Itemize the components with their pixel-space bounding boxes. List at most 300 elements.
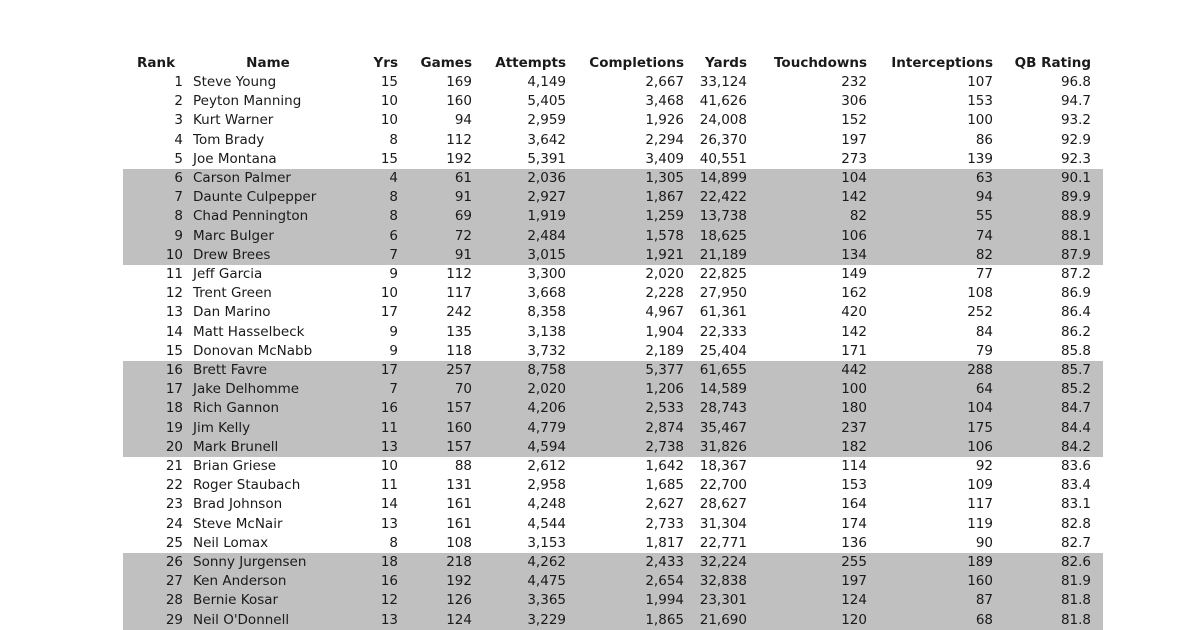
cell-games: 61 (398, 169, 472, 188)
cell-games: 69 (398, 207, 472, 226)
cell-yrs: 7 (343, 380, 398, 399)
table-row (123, 419, 1103, 438)
cell-qb-rating: 87.9 (993, 246, 1103, 265)
cell-touchdowns: 420 (841, 304, 867, 321)
cell-touchdowns: 197 (747, 572, 867, 591)
cell-touchdowns: 174 (841, 515, 867, 532)
cell-attempts: 5,405 (527, 93, 566, 110)
cell-yards: 22,333 (699, 323, 747, 340)
cell-rank: 15 (165, 342, 183, 359)
cell-attempts: 2,484 (472, 227, 566, 246)
cell-yrs: 4 (343, 169, 398, 188)
cell-games: 91 (398, 246, 472, 265)
cell-attempts: 4,475 (472, 572, 566, 591)
cell-qb-rating: 82.7 (1060, 534, 1091, 551)
cell-completions: 2,533 (566, 399, 684, 418)
cell-yrs: 8 (389, 534, 398, 551)
cell-touchdowns: 152 (841, 112, 867, 129)
cell-attempts: 3,153 (527, 534, 566, 551)
cell-qb-rating: 85.2 (993, 380, 1103, 399)
cell-rank: 17 (123, 380, 193, 399)
table-row (123, 284, 1103, 303)
cell-interceptions: 90 (975, 534, 993, 551)
cell-attempts: 3,732 (527, 342, 566, 359)
cell-touchdowns: 273 (841, 150, 867, 167)
cell-interceptions: 252 (967, 304, 993, 321)
cell-name: Steve McNair (193, 515, 283, 532)
cell-games: 192 (398, 572, 472, 591)
cell-name: Daunte Culpepper (193, 188, 343, 207)
cell-touchdowns: 82 (747, 207, 867, 226)
cell-interceptions: 55 (867, 207, 993, 226)
cell-interceptions: 109 (967, 477, 993, 494)
cell-completions: 3,409 (645, 150, 684, 167)
cell-yrs: 11 (343, 419, 398, 438)
table-row (123, 515, 1103, 534)
header-yrs: Yrs (373, 55, 398, 71)
cell-completions: 2,228 (645, 285, 684, 302)
cell-rank: 25 (165, 534, 183, 551)
cell-interceptions: 119 (967, 515, 993, 532)
cell-games: 157 (398, 399, 472, 418)
cell-interceptions: 94 (867, 188, 993, 207)
cell-games: 161 (446, 515, 472, 532)
cell-qb-rating: 84.2 (993, 438, 1103, 457)
cell-completions: 1,994 (566, 591, 684, 610)
cell-yards: 24,008 (699, 112, 747, 129)
cell-rank: 5 (174, 150, 183, 167)
cell-qb-rating: 86.4 (1060, 304, 1091, 321)
cell-touchdowns: 197 (841, 131, 867, 148)
cell-qb-rating: 90.1 (993, 169, 1103, 188)
cell-completions: 2,189 (645, 342, 684, 359)
cell-interceptions: 189 (867, 553, 993, 572)
cell-qb-rating: 92.3 (1060, 150, 1091, 167)
cell-attempts: 3,642 (527, 131, 566, 148)
cell-name: Matt Hasselbeck (193, 323, 305, 340)
cell-qb-rating: 87.2 (1060, 266, 1091, 283)
cell-yards: 33,124 (699, 74, 747, 90)
cell-interceptions: 79 (975, 342, 993, 359)
cell-games: 91 (398, 188, 472, 207)
header-yards: Yards (704, 55, 747, 71)
table-row (123, 457, 1103, 476)
cell-yards: 31,826 (684, 438, 747, 457)
cell-touchdowns: 149 (841, 266, 867, 283)
cell-attempts: 2,020 (472, 380, 566, 399)
cell-yards: 26,370 (699, 131, 747, 148)
cell-qb-rating: 85.8 (1060, 342, 1091, 359)
cell-yrs: 10 (380, 112, 398, 129)
cell-name: Donovan McNabb (193, 342, 313, 359)
cell-rank: 12 (165, 285, 183, 302)
cell-rank: 13 (165, 304, 183, 321)
cell-yards: 28,743 (684, 399, 747, 418)
cell-interceptions: 107 (967, 74, 993, 90)
cell-rank: 16 (123, 361, 193, 380)
cell-attempts: 3,300 (527, 266, 566, 283)
cell-rank: 22 (165, 477, 183, 494)
cell-yrs: 10 (380, 285, 398, 302)
cell-yrs: 13 (343, 438, 398, 457)
cell-rank: 7 (123, 188, 193, 207)
table-row (123, 111, 1103, 130)
table-row (123, 380, 1103, 399)
cell-touchdowns: 142 (747, 188, 867, 207)
cell-interceptions: 86 (975, 131, 993, 148)
table-row (123, 611, 1103, 630)
cell-qb-rating: 83.1 (1060, 496, 1091, 513)
cell-yards: 14,899 (684, 169, 747, 188)
cell-yrs: 17 (343, 361, 398, 380)
cell-attempts: 8,358 (527, 304, 566, 321)
cell-yrs: 10 (380, 93, 398, 110)
cell-touchdowns: 164 (841, 496, 867, 513)
header-games: Games (420, 55, 472, 71)
table-row (123, 150, 1103, 169)
table-body (123, 73, 1103, 630)
cell-yrs: 13 (343, 611, 398, 630)
cell-completions: 2,020 (645, 266, 684, 283)
cell-qb-rating: 86.2 (1060, 323, 1091, 340)
cell-games: 118 (446, 342, 472, 359)
cell-yards: 13,738 (684, 207, 747, 226)
cell-name: Joe Montana (193, 150, 277, 167)
cell-name: Neil Lomax (193, 534, 269, 551)
table-row (123, 131, 1103, 150)
cell-yards: 23,301 (684, 591, 747, 610)
cell-attempts: 8,758 (472, 361, 566, 380)
cell-rank: 3 (174, 112, 183, 129)
cell-completions: 1,867 (566, 188, 684, 207)
cell-yards: 32,224 (684, 553, 747, 572)
cell-attempts: 4,779 (472, 419, 566, 438)
cell-interceptions: 175 (867, 419, 993, 438)
cell-yards: 22,422 (684, 188, 747, 207)
cell-interceptions: 68 (867, 611, 993, 630)
cell-attempts: 4,149 (527, 74, 566, 90)
cell-completions: 1,685 (645, 477, 684, 494)
cell-yards: 61,361 (699, 304, 747, 321)
cell-yrs: 9 (389, 323, 398, 340)
cell-yards: 32,838 (684, 572, 747, 591)
cell-rank: 29 (123, 611, 193, 630)
header-row (123, 53, 1103, 73)
cell-name: Tom Brady (193, 131, 265, 148)
cell-touchdowns: 255 (747, 553, 867, 572)
cell-name: Drew Brees (193, 246, 343, 265)
cell-rank: 21 (165, 458, 183, 475)
table-row (123, 73, 1103, 92)
cell-yards: 35,467 (684, 419, 747, 438)
table-row (123, 534, 1103, 553)
cell-yards: 22,700 (699, 477, 747, 494)
cell-rank: 8 (123, 207, 193, 226)
cell-touchdowns: 232 (841, 74, 867, 90)
cell-rank: 27 (123, 572, 193, 591)
cell-name: Jim Kelly (193, 419, 343, 438)
cell-rank: 9 (123, 227, 193, 246)
cell-touchdowns: 142 (841, 323, 867, 340)
cell-yrs: 11 (380, 477, 398, 494)
cell-attempts: 3,229 (472, 611, 566, 630)
cell-yrs: 15 (380, 74, 398, 90)
table-header (123, 53, 1103, 73)
header-qb-rating: QB Rating (1014, 55, 1091, 71)
cell-rank: 4 (174, 131, 183, 148)
table-row (123, 572, 1103, 591)
cell-yrs: 14 (380, 496, 398, 513)
cell-yrs: 13 (380, 515, 398, 532)
cell-completions: 1,817 (645, 534, 684, 551)
cell-completions: 1,305 (566, 169, 684, 188)
cell-touchdowns: 153 (841, 477, 867, 494)
cell-games: 160 (446, 93, 472, 110)
cell-qb-rating: 88.9 (993, 207, 1103, 226)
cell-games: 112 (446, 131, 472, 148)
cell-qb-rating: 85.7 (993, 361, 1103, 380)
cell-name: Jeff Garcia (193, 266, 263, 283)
cell-touchdowns: 120 (747, 611, 867, 630)
cell-touchdowns: 136 (841, 534, 867, 551)
cell-interceptions: 84 (975, 323, 993, 340)
cell-attempts: 2,958 (527, 477, 566, 494)
cell-games: 112 (446, 266, 472, 283)
table-row (123, 342, 1103, 361)
header-attempts: Attempts (495, 55, 566, 71)
cell-attempts: 2,036 (472, 169, 566, 188)
cell-completions: 2,738 (566, 438, 684, 457)
cell-interceptions: 77 (975, 266, 993, 283)
cell-games: 72 (398, 227, 472, 246)
cell-completions: 1,578 (566, 227, 684, 246)
cell-qb-rating: 83.4 (1060, 477, 1091, 494)
cell-completions: 4,967 (645, 304, 684, 321)
cell-name: Trent Green (193, 285, 272, 302)
cell-completions: 1,259 (566, 207, 684, 226)
cell-name: Brad Johnson (193, 496, 283, 513)
cell-name: Kurt Warner (193, 112, 274, 129)
cell-games: 108 (446, 534, 472, 551)
cell-games: 257 (398, 361, 472, 380)
cell-completions: 2,627 (645, 496, 684, 513)
cell-yrs: 9 (389, 266, 398, 283)
cell-name: Dan Marino (193, 304, 271, 321)
cell-touchdowns: 306 (841, 93, 867, 110)
table-row (123, 438, 1103, 457)
cell-touchdowns: 237 (747, 419, 867, 438)
table-row (123, 476, 1103, 495)
table-row (123, 265, 1103, 284)
cell-rank: 19 (123, 419, 193, 438)
cell-name: Ken Anderson (193, 572, 343, 591)
cell-attempts: 2,612 (527, 458, 566, 475)
cell-attempts: 1,919 (472, 207, 566, 226)
cell-yards: 21,189 (684, 246, 747, 265)
cell-games: 160 (398, 419, 472, 438)
cell-touchdowns: 442 (747, 361, 867, 380)
cell-rank: 10 (123, 246, 193, 265)
cell-attempts: 3,015 (472, 246, 566, 265)
cell-yrs: 15 (380, 150, 398, 167)
table-row (123, 188, 1103, 207)
cell-completions: 2,433 (566, 553, 684, 572)
cell-name: Sonny Jurgensen (193, 553, 343, 572)
table-row (123, 495, 1103, 514)
cell-yards: 27,950 (699, 285, 747, 302)
cell-touchdowns: 171 (841, 342, 867, 359)
cell-name: Steve Young (193, 74, 277, 90)
cell-name: Roger Staubach (193, 477, 301, 494)
cell-qb-rating: 84.4 (993, 419, 1103, 438)
cell-completions: 1,206 (566, 380, 684, 399)
cell-yrs: 8 (389, 131, 398, 148)
cell-name: Brett Favre (193, 361, 343, 380)
table-row (123, 399, 1103, 418)
cell-completions: 2,654 (566, 572, 684, 591)
cell-attempts: 2,959 (527, 112, 566, 129)
cell-games: 157 (398, 438, 472, 457)
cell-yrs: 12 (343, 591, 398, 610)
cell-yrs: 7 (343, 246, 398, 265)
cell-yards: 22,825 (699, 266, 747, 283)
table-row (123, 227, 1103, 246)
cell-completions: 2,667 (645, 74, 684, 90)
cell-qb-rating: 84.7 (993, 399, 1103, 418)
cell-attempts: 4,594 (472, 438, 566, 457)
cell-rank: 14 (165, 323, 183, 340)
table-row (123, 92, 1103, 111)
header-interceptions: Interceptions (891, 55, 993, 71)
cell-completions: 3,468 (645, 93, 684, 110)
cell-touchdowns: 104 (747, 169, 867, 188)
cell-rank: 18 (123, 399, 193, 418)
cell-rank: 24 (165, 515, 183, 532)
cell-attempts: 4,248 (527, 496, 566, 513)
cell-rank: 28 (123, 591, 193, 610)
table-row (123, 207, 1103, 226)
cell-games: 126 (398, 591, 472, 610)
table-row (123, 553, 1103, 572)
cell-interceptions: 160 (867, 572, 993, 591)
cell-games: 131 (446, 477, 472, 494)
cell-name: Jake Delhomme (193, 380, 343, 399)
cell-attempts: 5,391 (527, 150, 566, 167)
cell-qb-rating: 89.9 (993, 188, 1103, 207)
cell-attempts: 4,206 (472, 399, 566, 418)
cell-interceptions: 117 (967, 496, 993, 513)
cell-name: Brian Griese (193, 458, 277, 475)
cell-touchdowns: 106 (747, 227, 867, 246)
cell-yards: 41,626 (699, 93, 747, 110)
cell-qb-rating: 88.1 (993, 227, 1103, 246)
cell-yrs: 16 (343, 399, 398, 418)
cell-attempts: 2,927 (472, 188, 566, 207)
table-row (123, 246, 1103, 265)
cell-games: 135 (446, 323, 472, 340)
cell-interceptions: 153 (967, 93, 993, 110)
table-row (123, 323, 1103, 342)
cell-games: 192 (446, 150, 472, 167)
cell-yrs: 18 (343, 553, 398, 572)
cell-interceptions: 106 (867, 438, 993, 457)
cell-completions: 1,642 (645, 458, 684, 475)
cell-yards: 40,551 (699, 150, 747, 167)
qb-rating-table (123, 53, 1103, 630)
cell-games: 124 (398, 611, 472, 630)
cell-rank: 23 (165, 496, 183, 513)
cell-qb-rating: 96.8 (1060, 74, 1091, 90)
cell-yards: 61,655 (684, 361, 747, 380)
cell-qb-rating: 94.7 (1060, 93, 1091, 110)
cell-completions: 2,294 (645, 131, 684, 148)
cell-yrs: 17 (380, 304, 398, 321)
cell-yrs: 6 (343, 227, 398, 246)
cell-completions: 2,733 (645, 515, 684, 532)
cell-yrs: 16 (343, 572, 398, 591)
cell-qb-rating: 86.9 (1060, 285, 1091, 302)
cell-completions: 1,926 (645, 112, 684, 129)
cell-interceptions: 104 (867, 399, 993, 418)
cell-touchdowns: 180 (747, 399, 867, 418)
cell-interceptions: 92 (975, 458, 993, 475)
cell-qb-rating: 83.6 (1060, 458, 1091, 475)
cell-games: 169 (446, 74, 472, 90)
cell-completions: 1,921 (566, 246, 684, 265)
header-touchdowns: Touchdowns (774, 55, 867, 71)
cell-games: 117 (446, 285, 472, 302)
cell-touchdowns: 124 (747, 591, 867, 610)
cell-games: 88 (454, 458, 472, 475)
cell-interceptions: 108 (967, 285, 993, 302)
cell-name: Rich Gannon (193, 399, 343, 418)
cell-interceptions: 87 (867, 591, 993, 610)
cell-attempts: 3,138 (527, 323, 566, 340)
table-row (123, 303, 1103, 322)
cell-yards: 22,771 (699, 534, 747, 551)
cell-interceptions: 63 (867, 169, 993, 188)
cell-interceptions: 64 (867, 380, 993, 399)
cell-yrs: 8 (343, 207, 398, 226)
header-name: Name (246, 55, 290, 71)
cell-yards: 25,404 (699, 342, 747, 359)
cell-interceptions: 100 (967, 112, 993, 129)
cell-attempts: 4,262 (472, 553, 566, 572)
cell-completions: 1,904 (645, 323, 684, 340)
cell-games: 161 (446, 496, 472, 513)
cell-games: 94 (454, 112, 472, 129)
cell-yards: 28,627 (699, 496, 747, 513)
cell-qb-rating: 93.2 (1060, 112, 1091, 129)
cell-name: Peyton Manning (193, 93, 302, 110)
cell-touchdowns: 114 (841, 458, 867, 475)
cell-yards: 18,367 (699, 458, 747, 475)
cell-name: Mark Brunell (193, 438, 343, 457)
cell-games: 242 (446, 304, 472, 321)
cell-name: Marc Bulger (193, 227, 343, 246)
cell-interceptions: 288 (867, 361, 993, 380)
cell-rank: 11 (165, 266, 183, 283)
cell-qb-rating: 92.9 (1060, 131, 1091, 148)
cell-name: Chad Pennington (193, 207, 343, 226)
header-rank: Rank (137, 55, 176, 71)
cell-yards: 21,690 (684, 611, 747, 630)
cell-attempts: 4,544 (527, 515, 566, 532)
cell-qb-rating: 81.9 (993, 572, 1103, 591)
cell-attempts: 3,668 (527, 285, 566, 302)
table-row (123, 361, 1103, 380)
cell-qb-rating: 81.8 (993, 591, 1103, 610)
